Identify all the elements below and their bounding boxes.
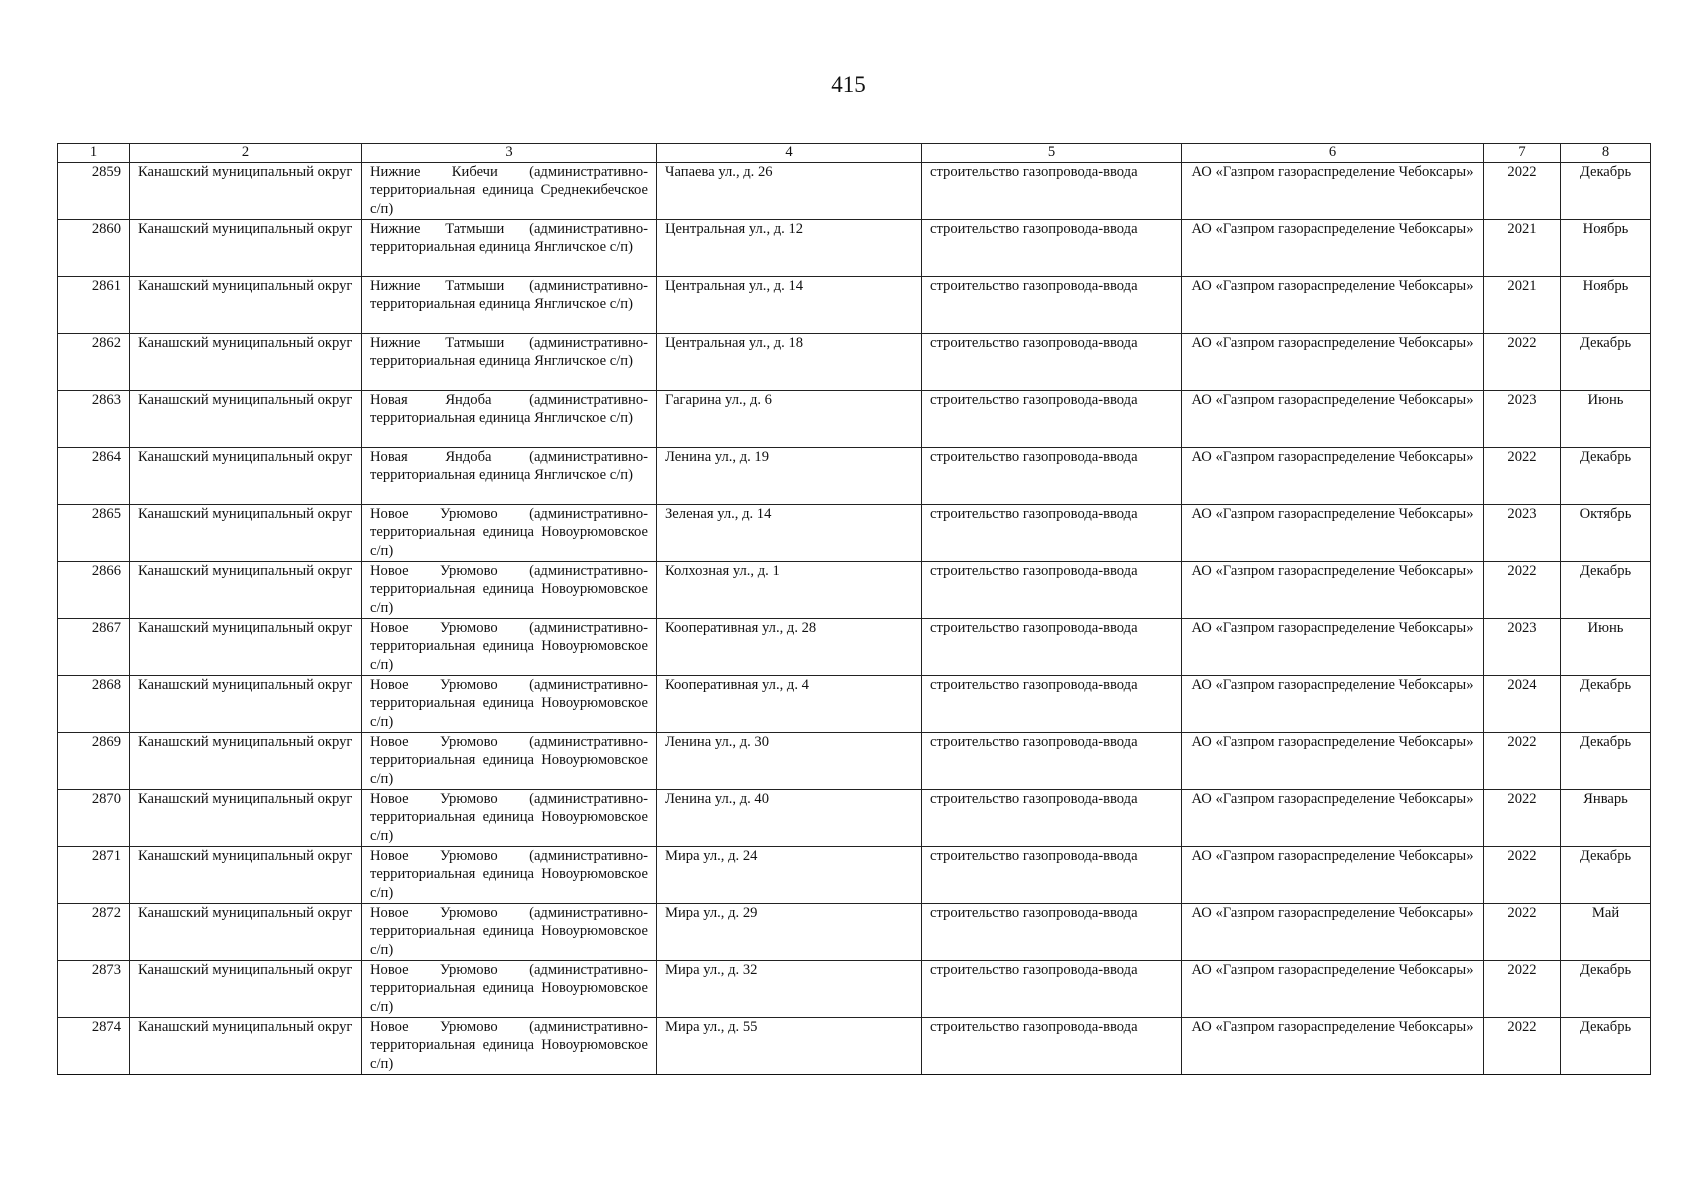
address-cell: Ленина ул., д. 19: [657, 448, 922, 505]
table-row: [58, 448, 1651, 505]
organization-cell: АО «Газпром газораспределение Чебоксары»: [1182, 619, 1484, 676]
organization-cell: АО «Газпром газораспределение Чебоксары»: [1182, 277, 1484, 334]
month-cell: Декабрь: [1561, 163, 1651, 220]
organization-cell: АО «Газпром газораспределение Чебоксары»: [1182, 1018, 1484, 1075]
table-row: [58, 277, 1651, 334]
work-type-cell: строительство газопровода-ввода: [922, 847, 1182, 904]
work-type-cell: строительство газопровода-ввода: [922, 505, 1182, 562]
settlement-cell: Новое Урюмово (административно-территориальная единица Новоурюмовское с/п): [362, 733, 657, 790]
column-header: 1: [58, 144, 130, 163]
month-cell: Ноябрь: [1561, 277, 1651, 334]
month-cell: Декабрь: [1561, 733, 1651, 790]
address-cell: Кооперативная ул., д. 28: [657, 619, 922, 676]
address-cell: Центральная ул., д. 12: [657, 220, 922, 277]
month-cell: Декабрь: [1561, 847, 1651, 904]
row-number: 2873: [58, 961, 130, 1018]
work-type-cell: строительство газопровода-ввода: [922, 1018, 1182, 1075]
district-cell: Канашский муниципальный округ: [130, 1018, 362, 1075]
address-cell: Чапаева ул., д. 26: [657, 163, 922, 220]
year-cell: 2022: [1484, 1018, 1561, 1075]
year-cell: 2021: [1484, 277, 1561, 334]
row-number: 2864: [58, 448, 130, 505]
year-cell: 2022: [1484, 562, 1561, 619]
organization-cell: АО «Газпром газораспределение Чебоксары»: [1182, 847, 1484, 904]
work-type-cell: строительство газопровода-ввода: [922, 790, 1182, 847]
district-cell: Канашский муниципальный округ: [130, 733, 362, 790]
month-cell: Декабрь: [1561, 562, 1651, 619]
organization-cell: АО «Газпром газораспределение Чебоксары»: [1182, 334, 1484, 391]
address-cell: Мира ул., д. 32: [657, 961, 922, 1018]
district-cell: Канашский муниципальный округ: [130, 619, 362, 676]
address-cell: Центральная ул., д. 18: [657, 334, 922, 391]
row-number: 2860: [58, 220, 130, 277]
organization-cell: АО «Газпром газораспределение Чебоксары»: [1182, 220, 1484, 277]
table-row: [58, 676, 1651, 733]
table-row: [58, 619, 1651, 676]
row-number: 2868: [58, 676, 130, 733]
month-cell: Декабрь: [1561, 1018, 1651, 1075]
column-header: 4: [657, 144, 922, 163]
row-number: 2867: [58, 619, 130, 676]
table-row: [58, 790, 1651, 847]
month-cell: Декабрь: [1561, 676, 1651, 733]
year-cell: 2023: [1484, 505, 1561, 562]
settlement-cell: Новое Урюмово (административно-территориальная единица Новоурюмовское с/п): [362, 961, 657, 1018]
district-cell: Канашский муниципальный округ: [130, 904, 362, 961]
month-cell: Июнь: [1561, 391, 1651, 448]
year-cell: 2023: [1484, 391, 1561, 448]
row-number: 2871: [58, 847, 130, 904]
row-number: 2859: [58, 163, 130, 220]
month-cell: Декабрь: [1561, 961, 1651, 1018]
header-row: [58, 144, 1651, 163]
column-header: 3: [362, 144, 657, 163]
district-cell: Канашский муниципальный округ: [130, 448, 362, 505]
month-cell: Ноябрь: [1561, 220, 1651, 277]
work-type-cell: строительство газопровода-ввода: [922, 391, 1182, 448]
district-cell: Канашский муниципальный округ: [130, 676, 362, 733]
district-cell: Канашский муниципальный округ: [130, 790, 362, 847]
row-number: 2863: [58, 391, 130, 448]
settlement-cell: Новая Яндоба (административно-территориальная единица Янгличское с/п): [362, 391, 657, 448]
settlement-cell: Новое Урюмово (административно-территориальная единица Новоурюмовское с/п): [362, 847, 657, 904]
table-row: [58, 562, 1651, 619]
year-cell: 2022: [1484, 790, 1561, 847]
table-row: [58, 733, 1651, 790]
work-type-cell: строительство газопровода-ввода: [922, 220, 1182, 277]
district-cell: Канашский муниципальный округ: [130, 562, 362, 619]
settlement-cell: Новое Урюмово (административно-территориальная единица Новоурюмовское с/п): [362, 619, 657, 676]
year-cell: 2022: [1484, 847, 1561, 904]
row-number: 2870: [58, 790, 130, 847]
address-cell: Гагарина ул., д. 6: [657, 391, 922, 448]
work-type-cell: строительство газопровода-ввода: [922, 562, 1182, 619]
year-cell: 2022: [1484, 733, 1561, 790]
organization-cell: АО «Газпром газораспределение Чебоксары»: [1182, 790, 1484, 847]
address-cell: Ленина ул., д. 30: [657, 733, 922, 790]
row-number: 2872: [58, 904, 130, 961]
organization-cell: АО «Газпром газораспределение Чебоксары»: [1182, 733, 1484, 790]
month-cell: Декабрь: [1561, 448, 1651, 505]
address-cell: Колхозная ул., д. 1: [657, 562, 922, 619]
address-cell: Центральная ул., д. 14: [657, 277, 922, 334]
district-cell: Канашский муниципальный округ: [130, 961, 362, 1018]
work-type-cell: строительство газопровода-ввода: [922, 961, 1182, 1018]
table-row: [58, 220, 1651, 277]
work-type-cell: строительство газопровода-ввода: [922, 904, 1182, 961]
work-type-cell: строительство газопровода-ввода: [922, 277, 1182, 334]
column-header: 7: [1484, 144, 1561, 163]
work-type-cell: строительство газопровода-ввода: [922, 733, 1182, 790]
district-cell: Канашский муниципальный округ: [130, 334, 362, 391]
column-header: 6: [1182, 144, 1484, 163]
address-cell: Кооперативная ул., д. 4: [657, 676, 922, 733]
table-row: [58, 334, 1651, 391]
work-type-cell: строительство газопровода-ввода: [922, 334, 1182, 391]
organization-cell: АО «Газпром газораспределение Чебоксары»: [1182, 676, 1484, 733]
settlement-cell: Новое Урюмово (административно-территориальная единица Новоурюмовское с/п): [362, 790, 657, 847]
settlement-cell: Нижние Татмыши (административно-территориальная единица Янгличское с/п): [362, 334, 657, 391]
year-cell: 2022: [1484, 163, 1561, 220]
year-cell: 2021: [1484, 220, 1561, 277]
address-cell: Мира ул., д. 29: [657, 904, 922, 961]
district-cell: Канашский муниципальный округ: [130, 505, 362, 562]
settlement-cell: Новое Урюмово (административно-территориальная единица Новоурюмовское с/п): [362, 904, 657, 961]
settlement-cell: Нижние Кибечи (административно-территориальная единица Среднекибечское с/п): [362, 163, 657, 220]
settlement-cell: Нижние Татмыши (административно-территориальная единица Янгличское с/п): [362, 220, 657, 277]
row-number: 2861: [58, 277, 130, 334]
address-cell: Зеленая ул., д. 14: [657, 505, 922, 562]
table-row: [58, 1018, 1651, 1075]
district-cell: Канашский муниципальный округ: [130, 220, 362, 277]
table-row: [58, 163, 1651, 220]
row-number: 2869: [58, 733, 130, 790]
organization-cell: АО «Газпром газораспределение Чебоксары»: [1182, 505, 1484, 562]
column-header: 5: [922, 144, 1182, 163]
year-cell: 2022: [1484, 448, 1561, 505]
organization-cell: АО «Газпром газораспределение Чебоксары»: [1182, 904, 1484, 961]
month-cell: Январь: [1561, 790, 1651, 847]
settlement-cell: Новое Урюмово (административно-территориальная единица Новоурюмовское с/п): [362, 1018, 657, 1075]
table-row: [58, 961, 1651, 1018]
year-cell: 2022: [1484, 334, 1561, 391]
district-cell: Канашский муниципальный округ: [130, 277, 362, 334]
work-type-cell: строительство газопровода-ввода: [922, 448, 1182, 505]
year-cell: 2024: [1484, 676, 1561, 733]
page-number: 415: [831, 72, 866, 97]
month-cell: Май: [1561, 904, 1651, 961]
district-cell: Канашский муниципальный округ: [130, 163, 362, 220]
organization-cell: АО «Газпром газораспределение Чебоксары»: [1182, 391, 1484, 448]
row-number: 2862: [58, 334, 130, 391]
month-cell: Октябрь: [1561, 505, 1651, 562]
work-type-cell: строительство газопровода-ввода: [922, 676, 1182, 733]
row-number: 2865: [58, 505, 130, 562]
organization-cell: АО «Газпром газораспределение Чебоксары»: [1182, 163, 1484, 220]
row-number: 2874: [58, 1018, 130, 1075]
organization-cell: АО «Газпром газораспределение Чебоксары»: [1182, 961, 1484, 1018]
district-cell: Канашский муниципальный округ: [130, 391, 362, 448]
month-cell: Июнь: [1561, 619, 1651, 676]
district-cell: Канашский муниципальный округ: [130, 847, 362, 904]
work-type-cell: строительство газопровода-ввода: [922, 619, 1182, 676]
address-cell: Мира ул., д. 24: [657, 847, 922, 904]
table-row: [58, 847, 1651, 904]
year-cell: 2023: [1484, 619, 1561, 676]
work-type-cell: строительство газопровода-ввода: [922, 163, 1182, 220]
settlement-cell: Новое Урюмово (административно-территориальная единица Новоурюмовское с/п): [362, 505, 657, 562]
year-cell: 2022: [1484, 904, 1561, 961]
gasification-table: [57, 143, 1651, 1075]
settlement-cell: Нижние Татмыши (административно-территориальная единица Янгличское с/п): [362, 277, 657, 334]
table-row: [58, 505, 1651, 562]
organization-cell: АО «Газпром газораспределение Чебоксары»: [1182, 448, 1484, 505]
month-cell: Декабрь: [1561, 334, 1651, 391]
address-cell: Мира ул., д. 55: [657, 1018, 922, 1075]
table-row: [58, 391, 1651, 448]
year-cell: 2022: [1484, 961, 1561, 1018]
organization-cell: АО «Газпром газораспределение Чебоксары»: [1182, 562, 1484, 619]
settlement-cell: Новая Яндоба (административно-территориальная единица Янгличское с/п): [362, 448, 657, 505]
column-header: 8: [1561, 144, 1651, 163]
table-row: [58, 904, 1651, 961]
address-cell: Ленина ул., д. 40: [657, 790, 922, 847]
row-number: 2866: [58, 562, 130, 619]
settlement-cell: Новое Урюмово (административно-территориальная единица Новоурюмовское с/п): [362, 676, 657, 733]
settlement-cell: Новое Урюмово (административно-территориальная единица Новоурюмовское с/п): [362, 562, 657, 619]
column-header: 2: [130, 144, 362, 163]
